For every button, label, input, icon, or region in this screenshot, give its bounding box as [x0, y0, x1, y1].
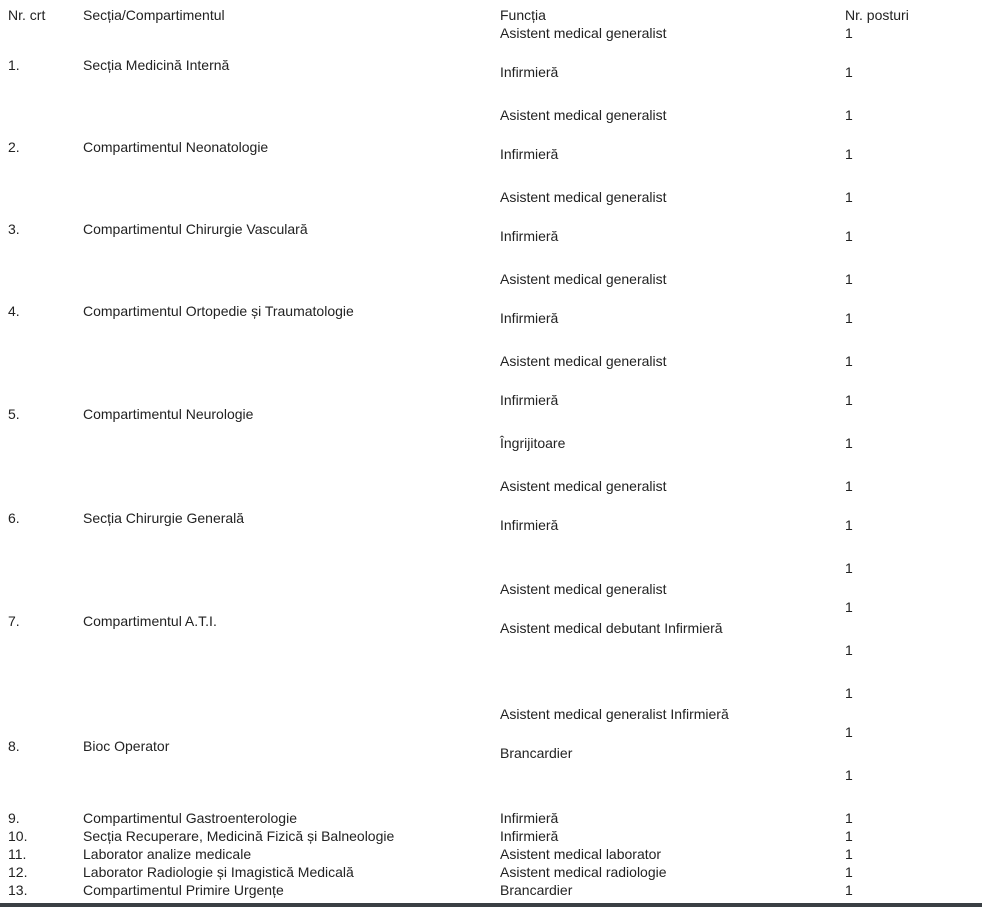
table-cell-functie: Infirmieră	[500, 392, 559, 408]
table-cell-posturi: 1	[845, 864, 853, 880]
table-cell-posturi: 1	[845, 642, 853, 658]
table-cell-posturi: 1	[845, 189, 853, 205]
table-cell-sectia: Compartimentul Primire Urgențe	[83, 882, 284, 898]
table-cell-functie: Brancardier	[500, 882, 573, 898]
table-cell-sectia: Compartimentul Chirurgie Vasculară	[83, 221, 308, 237]
table-cell-posturi: 1	[845, 310, 853, 326]
table-cell-functie: Brancardier	[500, 745, 573, 761]
table-cell-posturi: 1	[845, 146, 853, 162]
table-cell-functie: Asistent medical radiologie	[500, 864, 667, 880]
table-cell-nr: 3.	[8, 221, 20, 237]
table-cell-posturi: 1	[845, 25, 853, 41]
table-cell-sectia: Compartimentul Neonatologie	[83, 139, 269, 155]
table-cell-functie: Infirmieră	[500, 228, 559, 244]
table-cell-functie: Asistent medical laborator	[500, 846, 662, 862]
table-cell-sectia: Bioc Operator	[83, 738, 170, 754]
table-cell-sectia: Compartimentul Ortopedie și Traumatologie	[83, 303, 354, 319]
table-cell-nr: 11.	[8, 846, 27, 862]
table-cell-sectia: Secția Medicină Internă	[83, 57, 230, 73]
table-cell-functie: Infirmieră	[500, 64, 559, 80]
table-cell-sectia: Laborator analize medicale	[83, 846, 252, 862]
table-cell-nr: 4.	[8, 303, 20, 319]
table-cell-posturi: 1	[845, 767, 853, 783]
table-cell-nr: 8.	[8, 738, 20, 754]
table-cell-posturi: 1	[845, 271, 853, 287]
table-cell-nr: 10.	[8, 828, 28, 844]
table-cell-posturi: 1	[845, 560, 853, 576]
table-cell-functie: Asistent medical generalist	[500, 581, 667, 597]
header-sectia: Secția/Compartimentul	[83, 7, 225, 23]
table-cell-posturi: 1	[845, 353, 853, 369]
table-cell-nr: 12.	[8, 864, 28, 880]
table-cell-functie: Asistent medical generalist	[500, 107, 667, 123]
table-cell-nr: 1.	[8, 57, 20, 73]
table-cell-posturi: 1	[845, 599, 853, 615]
table-cell-functie: Infirmieră	[500, 517, 559, 533]
table-cell-functie: Asistent medical generalist	[500, 353, 667, 369]
table-cell-functie: Infirmieră	[500, 310, 559, 326]
table-cell-functie: Infirmieră	[500, 810, 559, 826]
table-cell-nr: 2.	[8, 139, 20, 155]
header-nr-posturi: Nr. posturi	[845, 7, 909, 23]
table-cell-posturi: 1	[845, 846, 853, 862]
table-cell-nr: 6.	[8, 510, 20, 526]
table-cell-sectia: Compartimentul Gastroenterologie	[83, 810, 297, 826]
table-cell-posturi: 1	[845, 107, 853, 123]
table-cell-sectia: Compartimentul A.T.I.	[83, 613, 217, 629]
table-cell-functie: Asistent medical generalist	[500, 189, 667, 205]
table-cell-posturi: 1	[845, 828, 853, 844]
header-functia: Funcția	[500, 7, 546, 23]
table-cell-posturi: 1	[845, 517, 853, 533]
table-cell-posturi: 1	[845, 228, 853, 244]
table-cell-functie: Asistent medical generalist	[500, 478, 667, 494]
table-cell-posturi: 1	[845, 724, 853, 740]
table-cell-posturi: 1	[845, 435, 853, 451]
table-cell-functie: Îngrijitoare	[500, 435, 566, 451]
table-cell-posturi: 1	[845, 478, 853, 494]
table-cell-functie: Asistent medical generalist Infirmieră	[500, 706, 729, 722]
table-cell-functie: Asistent medical generalist	[500, 25, 667, 41]
table-cell-sectia: Secția Recuperare, Medicină Fizică și Balneologie	[83, 828, 395, 844]
table-cell-nr: 13.	[8, 882, 28, 898]
table-cell-nr: 7.	[8, 613, 20, 629]
table-cell-functie: Infirmieră	[500, 828, 559, 844]
table-cell-posturi: 1	[845, 64, 853, 80]
table-cell-nr: 9.	[8, 810, 20, 826]
table-cell-sectia: Secția Chirurgie Generală	[83, 510, 245, 526]
table-cell-nr: 5.	[8, 406, 20, 422]
table-cell-posturi: 1	[845, 685, 853, 701]
table-cell-posturi: 1	[845, 810, 853, 826]
table-cell-functie: Asistent medical generalist	[500, 271, 667, 287]
table-cell-sectia: Laborator Radiologie și Imagistică Medicală	[83, 864, 354, 880]
bottom-edge-bar	[0, 903, 982, 907]
table-cell-posturi: 1	[845, 882, 853, 898]
table-cell-functie: Infirmieră	[500, 146, 559, 162]
table-cell-posturi: 1	[845, 392, 853, 408]
table-cell-sectia: Compartimentul Neurologie	[83, 406, 254, 422]
table-cell-functie: Asistent medical debutant Infirmieră	[500, 620, 723, 636]
header-nr-crt: Nr. crt	[8, 7, 46, 23]
